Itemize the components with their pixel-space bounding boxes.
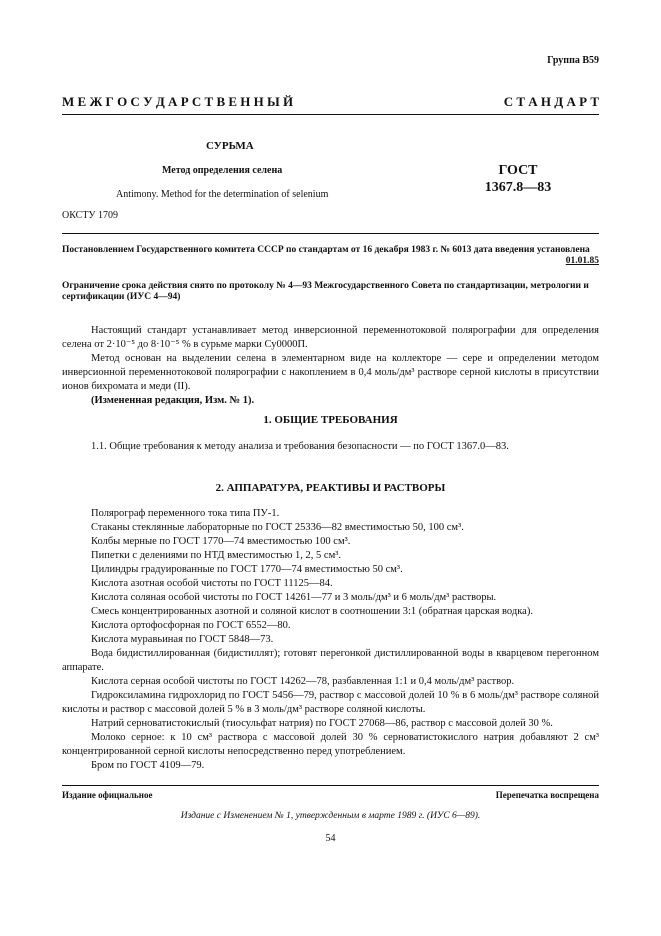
banner-word-interstate: М Е Ж Г О С У Д А Р С Т В Е Н Н Ы Й xyxy=(62,94,294,109)
list-item: Пипетки с делениями по НТД вместимостью 1, 2, 5 см³. xyxy=(91,550,342,561)
list-item: Кислота азотная особой чистоты по ГОСТ 11125—84. xyxy=(91,578,333,589)
english-title: Antimony. Method for the determination of selenium xyxy=(116,189,329,200)
edition-footnote: Издание с Изменением № 1, утвержденным в марте 1989 г. (ИУС 6—89). xyxy=(180,811,481,821)
banner-word-standard: С Т А Н Д А Р Т xyxy=(503,94,599,109)
gost-designation xyxy=(468,162,568,196)
list-item: Смесь концентрированных азотной и соляной кислот в соотношении 3:1 (обратная царская водка). xyxy=(91,606,533,617)
list-item: Гидроксиламина гидрохлорид по ГОСТ 5456—79, раствор с массовой долей 10 % в 6 моль/дм³ растворе соляной кислоты и раствор с массовой долей 5 % в 3 моль/дм³ растворе соляной кислоты. xyxy=(62,690,599,715)
decree-text: Постановлением Государственного комитета СССР по стандартам от 16 декабря 1983 г. № 6013 дата введения установлена xyxy=(62,245,590,255)
list-item: Вода бидистиллированная (бидистиллят); готовят перегонкой дистиллированной воды в кварцевом перегонном аппарате. xyxy=(62,648,599,673)
list-item: Кислота муравьиная по ГОСТ 5848—73. xyxy=(91,634,274,645)
list-item: Кислота ортофосфорная по ГОСТ 6552—80. xyxy=(91,620,291,631)
section-1-body xyxy=(62,440,599,454)
section-2-body xyxy=(62,507,599,773)
page-number: 54 xyxy=(325,833,336,844)
list-item: Стаканы стеклянные лабораторные по ГОСТ 25336—82 вместимостью 50, 100 см³. xyxy=(91,522,464,533)
amendment-note: (Измененная редакция, Изм. № 1). xyxy=(91,395,255,406)
list-item: Молоко серное: к 10 см³ раствора с массовой долей 30 % серноватистокислого натрия добавляют 2 см³ концентрированной серной кислоты непосредственно перед употреблением. xyxy=(62,732,599,757)
header-divider xyxy=(62,233,599,234)
list-item: Кислота соляная особой чистоты по ГОСТ 14261—77 и 3 моль/дм³ и 6 моль/дм³ растворы. xyxy=(91,592,497,603)
section-2-heading: 2. АППАРАТУРА, РЕАКТИВЫ И РАСТВОРЫ xyxy=(215,482,446,494)
intro-paragraph: Настоящий стандарт устанавливает метод инверсионной переменнотоковой полярографии для определения селена от 2·10⁻⁵ до 8·10⁻⁵ % в сурьме марки Су0000П. xyxy=(62,325,599,350)
banner-divider xyxy=(62,114,599,115)
document-title: СУРЬМА xyxy=(206,140,254,152)
section-1-paragraph: 1.1. Общие требования к методу анализа и требования безопасности — по ГОСТ 1367.0—83. xyxy=(91,441,509,452)
reprint-prohibited-label: Перепечатка воспрещена xyxy=(495,790,599,800)
list-item: Колбы мерные по ГОСТ 1770—74 вместимостью 100 см³. xyxy=(91,536,351,547)
standard-banner xyxy=(62,94,599,110)
list-item: Бром по ГОСТ 4109—79. xyxy=(91,760,205,771)
list-item: Полярограф переменного тока типа ПУ-1. xyxy=(91,508,280,519)
effective-date: 01.01.85 xyxy=(565,256,599,266)
official-edition-label: Издание официальное xyxy=(62,790,153,800)
gost-code: ГОСТ xyxy=(498,163,538,178)
footer-divider xyxy=(62,785,599,786)
list-item: Натрий серноватистокислый (тиосульфат натрия) по ГОСТ 27068—86, раствор с массовой долей 30 %. xyxy=(91,718,553,729)
gost-number: 1367.8—83 xyxy=(484,180,552,195)
intro-paragraph: Метод основан на выделении селена в элементарном виде на коллекторе — сере и определении методом инверсионной переменнотоковой полярографии с накоплением в 0,4 моль/дм³ растворе серной кислоты в присутствии ионов бихромата и меди (II). xyxy=(62,353,599,392)
group-code: Группа В59 xyxy=(547,55,599,66)
list-item: Кислота серная особой чистоты по ГОСТ 14262—78, разбавленная 1:1 и 0,4 моль/дм³ раствор. xyxy=(91,676,515,687)
list-item: Цилиндры градуированные по ГОСТ 1770—74 вместимостью 50 см³. xyxy=(91,564,403,575)
document-subtitle: Метод определения селена xyxy=(162,165,283,176)
intro-section xyxy=(62,324,599,408)
okstu-code: ОКСТУ 1709 xyxy=(62,210,119,221)
section-1-heading: 1. ОБЩИЕ ТРЕБОВАНИЯ xyxy=(263,414,398,426)
limit-removed-note: Ограничение срока действия снято по протоколу № 4—93 Межгосударственного Совета по стандартизации, метрологии и сертификации (ИУС 4—94) xyxy=(62,281,589,302)
